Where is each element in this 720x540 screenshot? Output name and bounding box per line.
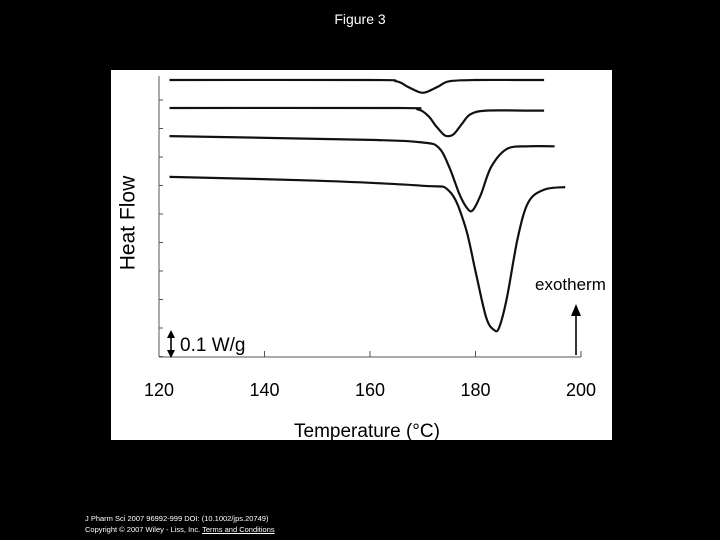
copyright: Copyright © 2007 Wiley - Liss, Inc. bbox=[85, 525, 201, 534]
x-tick-label: 160 bbox=[354, 380, 386, 400]
dsc-curve-4 bbox=[170, 177, 566, 331]
x-tick-label: 140 bbox=[249, 380, 280, 400]
dsc-curve-2 bbox=[170, 108, 545, 136]
scale-bar-label: 0.1 W/g bbox=[180, 335, 246, 356]
labels bbox=[117, 175, 606, 440]
curves bbox=[170, 80, 566, 331]
exotherm-label: exotherm bbox=[535, 275, 606, 294]
y-axis-label: Heat Flow bbox=[116, 175, 140, 271]
dsc-curve-3 bbox=[170, 136, 555, 211]
x-tick-label: 180 bbox=[460, 380, 491, 400]
citation: J Pharm Sci 2007 96992-999 DOI: (10.1002/jps.20749) bbox=[85, 514, 269, 523]
footer bbox=[85, 513, 275, 535]
x-tick-label: 120 bbox=[143, 380, 175, 400]
scale-bar-arrow-up bbox=[167, 330, 175, 338]
dsc-chart bbox=[111, 70, 612, 440]
figure-panel bbox=[111, 70, 612, 440]
slide-title: Figure 3 bbox=[334, 11, 386, 27]
exotherm-arrowhead bbox=[571, 304, 581, 316]
x-tick-label: 200 bbox=[565, 380, 597, 400]
terms-link[interactable]: Terms and Conditions bbox=[202, 525, 275, 534]
x-axis-label: Temperature (°C) bbox=[294, 421, 440, 440]
copyright-line bbox=[85, 524, 275, 535]
dsc-curve-1 bbox=[170, 80, 545, 93]
